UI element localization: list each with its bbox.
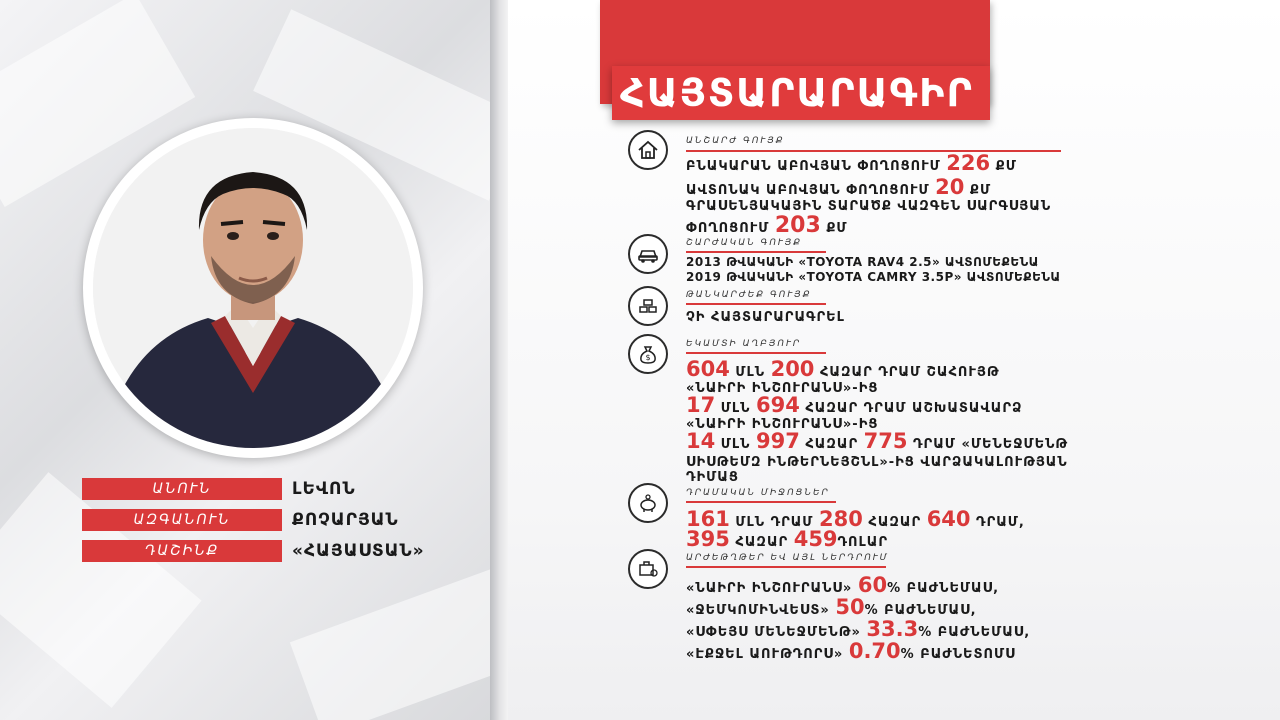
piggy-bank-icon bbox=[628, 483, 668, 523]
securities-row-2: «ՋԵՄԿՈՄԻՆՎԵՍՏ» 50% ԲԱԺՆԵՄԱՍ, bbox=[686, 595, 977, 619]
background-facet bbox=[290, 564, 495, 720]
income-heading: ԵԿԱՄՏԻ ԱՂԲՅՈՒՐ bbox=[686, 339, 802, 349]
movable-line-2: 2019 ԹՎԱԿԱՆԻ «TOYOTA CAMRY 3.5P» ԱՎՏՈՄԵՔԵՆԱ bbox=[686, 270, 1061, 284]
car-icon bbox=[628, 234, 668, 274]
cash-line-2: 395 ՀԱԶԱՐ 459ԴՈԼԱՐ bbox=[686, 527, 889, 551]
valuables-heading: ԹԱՆԿԱՐԺԵՔ ԳՈՒՅՔ bbox=[686, 290, 812, 300]
cash-line-1: 161 ՄԼՆ ԴՐԱՄ 280 ՀԱԶԱՐ 640 ԴՐԱՄ, bbox=[686, 507, 1025, 531]
background-facet bbox=[0, 472, 202, 708]
surname-value: ՔՈՉԱՐՅԱՆ bbox=[292, 510, 399, 530]
movable-heading: ՇԱՐԺԱԿԱՆ ԳՈՒՅՔ bbox=[686, 238, 803, 248]
portfolio-icon bbox=[628, 549, 668, 589]
immovable-line-2: ԱՎՏՈՆԱԿ ԱԲՈՎՅԱՆ ՓՈՂՈՑՈՒՄ 20 ՔՄ bbox=[686, 175, 992, 199]
income-line-c2: ՍԻՍԹԵՄԶ ԻՆԹԵՐՆԵՅՇՆԼ»-ԻՑ ՎԱՐՁԱԿԱԼՈՒԹՅԱՆ bbox=[686, 455, 1068, 470]
svg-text:$: $ bbox=[645, 353, 651, 362]
income-divider bbox=[686, 352, 826, 354]
income-line-c1: 14 ՄԼՆ 997 ՀԱԶԱՐ 775 ԴՐԱՄ «ՄԵՆԵՋՄԵՆԹ bbox=[686, 429, 1069, 453]
income-line-b1: 17 ՄԼՆ 694 ՀԱԶԱՐ ԴՐԱՄ ԱՇԽԱՏԱՎԱՐՁ bbox=[686, 393, 1023, 417]
securities-heading: ԱՐԺԵԹՂԹԵՐ ԵՎ ԱՅԼ ՆԵՐԴՐՈՒՄ bbox=[686, 553, 889, 563]
immovable-line-1: ԲՆԱԿԱՐԱՆ ԱԲՈՎՅԱՆ ՓՈՂՈՑՈՒՄ 226 ՔՄ bbox=[686, 151, 1017, 175]
cash-heading: ԴՐԱՄԱԿԱՆ ՄԻՋՈՑՆԵՐ bbox=[686, 488, 830, 498]
immovable-line-4: ՓՈՂՈՑՈՒՄ 203 ՔՄ bbox=[686, 213, 848, 238]
cash-divider bbox=[686, 501, 836, 503]
portrait-frame bbox=[83, 118, 423, 458]
name-label: ԱՆՈՒՆ bbox=[82, 478, 282, 500]
immovable-line-3: ԳՐԱՍԵՆՅԱԿԱՅԻՆ ՏԱՐԱԾՔ ՎԱԶԳԵՆ ՍԱՐԳՍՅԱՆ bbox=[686, 199, 1052, 214]
surname-label: ԱԶԳԱՆՈՒՆ bbox=[82, 509, 282, 531]
valuables-divider bbox=[686, 303, 826, 305]
securities-row-1: «ՆԱԻՐԻ ԻՆՇՈՒՐԱՆՍ» 60% ԲԱԺՆԵՄԱՍ, bbox=[686, 573, 1000, 597]
income-line-a1: 604 ՄԼՆ 200 ՀԱԶԱՐ ԴՐԱՄ ՇԱՀՈՒՅԹ bbox=[686, 357, 1000, 381]
party-value: «ՀԱՅԱՍՏԱՆ» bbox=[292, 541, 425, 561]
page-title: ՀԱՅՏԱՐԱՐԱԳԻՐ bbox=[612, 66, 990, 120]
portrait-photo bbox=[93, 128, 413, 448]
gold-bars-icon bbox=[628, 286, 668, 326]
movable-divider bbox=[686, 251, 826, 253]
immovable-heading: ԱՆՇԱՐԺ ԳՈՒՅՔ bbox=[686, 136, 785, 146]
securities-row-4: «ԷՔՋԵԼ ԱՈՒԹԴՈՐՍ» 0.70% ԲԱԺՆԵՏՈՄՍ bbox=[686, 639, 1016, 663]
name-value: ԼԵՎՈՆ bbox=[292, 479, 356, 499]
movable-line-1: 2013 ԹՎԱԿԱՆԻ «TOYOTA RAV4 2.5» ԱՎՏՈՄԵՔԵՆԱ bbox=[686, 255, 1039, 269]
valuables-line-1: ՉԻ ՀԱՅՏԱՐԱՐԱԳՐԵԼ bbox=[686, 310, 845, 325]
income-line-b2: «ՆԱԻՐԻ ԻՆՇՈՒՐԱՆՍ»-ԻՑ bbox=[686, 417, 879, 432]
securities-row-3: «ՍՓԵՅՍ ՄԵՆԵՋՄԵՆԹ» 33.3% ԲԱԺՆԵՄԱՍ, bbox=[686, 617, 1031, 641]
money-bag-icon bbox=[628, 334, 668, 374]
house-icon bbox=[628, 130, 668, 170]
securities-divider bbox=[686, 566, 886, 568]
income-line-c3: ԴԻՄԱՑ bbox=[686, 470, 739, 485]
income-line-a2: «ՆԱԻՐԻ ԻՆՇՈՒՐԱՆՍ»-ԻՑ bbox=[686, 381, 879, 396]
person-illustration bbox=[93, 128, 413, 448]
party-label: ԴԱՇԻՆՔ bbox=[82, 540, 282, 562]
